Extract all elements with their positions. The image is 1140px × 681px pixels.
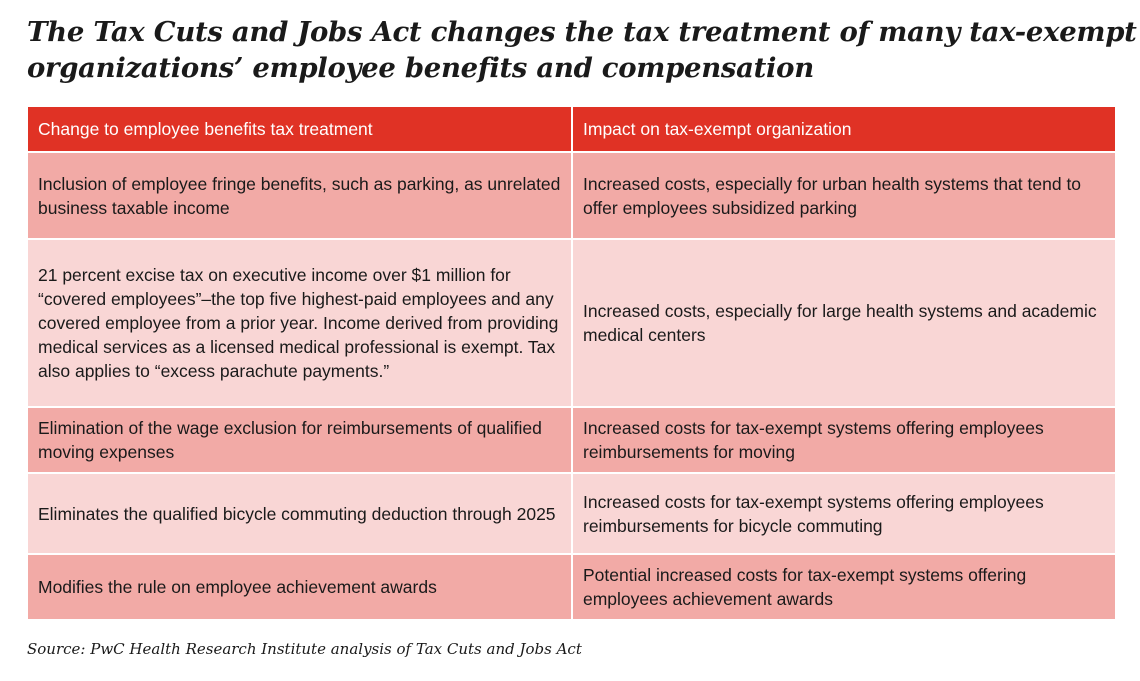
table-row — [27, 152, 1116, 239]
title-line-1: The Tax Cuts and Jobs Act changes the tax treatment of many tax-exempt — [27, 16, 1137, 48]
page-title — [27, 14, 1137, 86]
change-cell: Inclusion of employee fringe benefits, such as parking, as unrelated business taxable income — [27, 152, 572, 239]
title-line-2: organizations’ employee benefits and compensation — [27, 52, 814, 84]
benefits-table — [26, 105, 1117, 621]
table-row — [27, 239, 1116, 407]
column-header-impact: Impact on tax-exempt organization — [572, 106, 1116, 152]
impact-cell: Increased costs, especially for urban health systems that tend to offer employees subsidized parking — [572, 152, 1116, 239]
impact-cell: Increased costs, especially for large health systems and academic medical centers — [572, 239, 1116, 407]
impact-cell: Increased costs for tax-exempt systems offering employees reimbursements for bicycle commuting — [572, 473, 1116, 554]
table-row — [27, 407, 1116, 473]
table-header-row — [27, 106, 1116, 152]
column-header-change: Change to employee benefits tax treatment — [27, 106, 572, 152]
impact-cell: Potential increased costs for tax-exempt systems offering employees achievement awards — [572, 554, 1116, 620]
source-note: Source: PwC Health Research Institute analysis of Tax Cuts and Jobs Act — [27, 640, 582, 658]
impact-cell: Increased costs for tax-exempt systems offering employees reimbursements for moving — [572, 407, 1116, 473]
change-cell: 21 percent excise tax on executive income over $1 million for “covered employees”–the top five highest-paid employees and any covered employee from a prior year. Income derived from providing medical services as a licensed medical professional is exempt. Tax also applies to “excess parachute payments.” — [27, 239, 572, 407]
table-row — [27, 554, 1116, 620]
change-cell: Elimination of the wage exclusion for reimbursements of qualified moving expenses — [27, 407, 572, 473]
change-cell: Modifies the rule on employee achievement awards — [27, 554, 572, 620]
table-row — [27, 473, 1116, 554]
change-cell: Eliminates the qualified bicycle commuting deduction through 2025 — [27, 473, 572, 554]
